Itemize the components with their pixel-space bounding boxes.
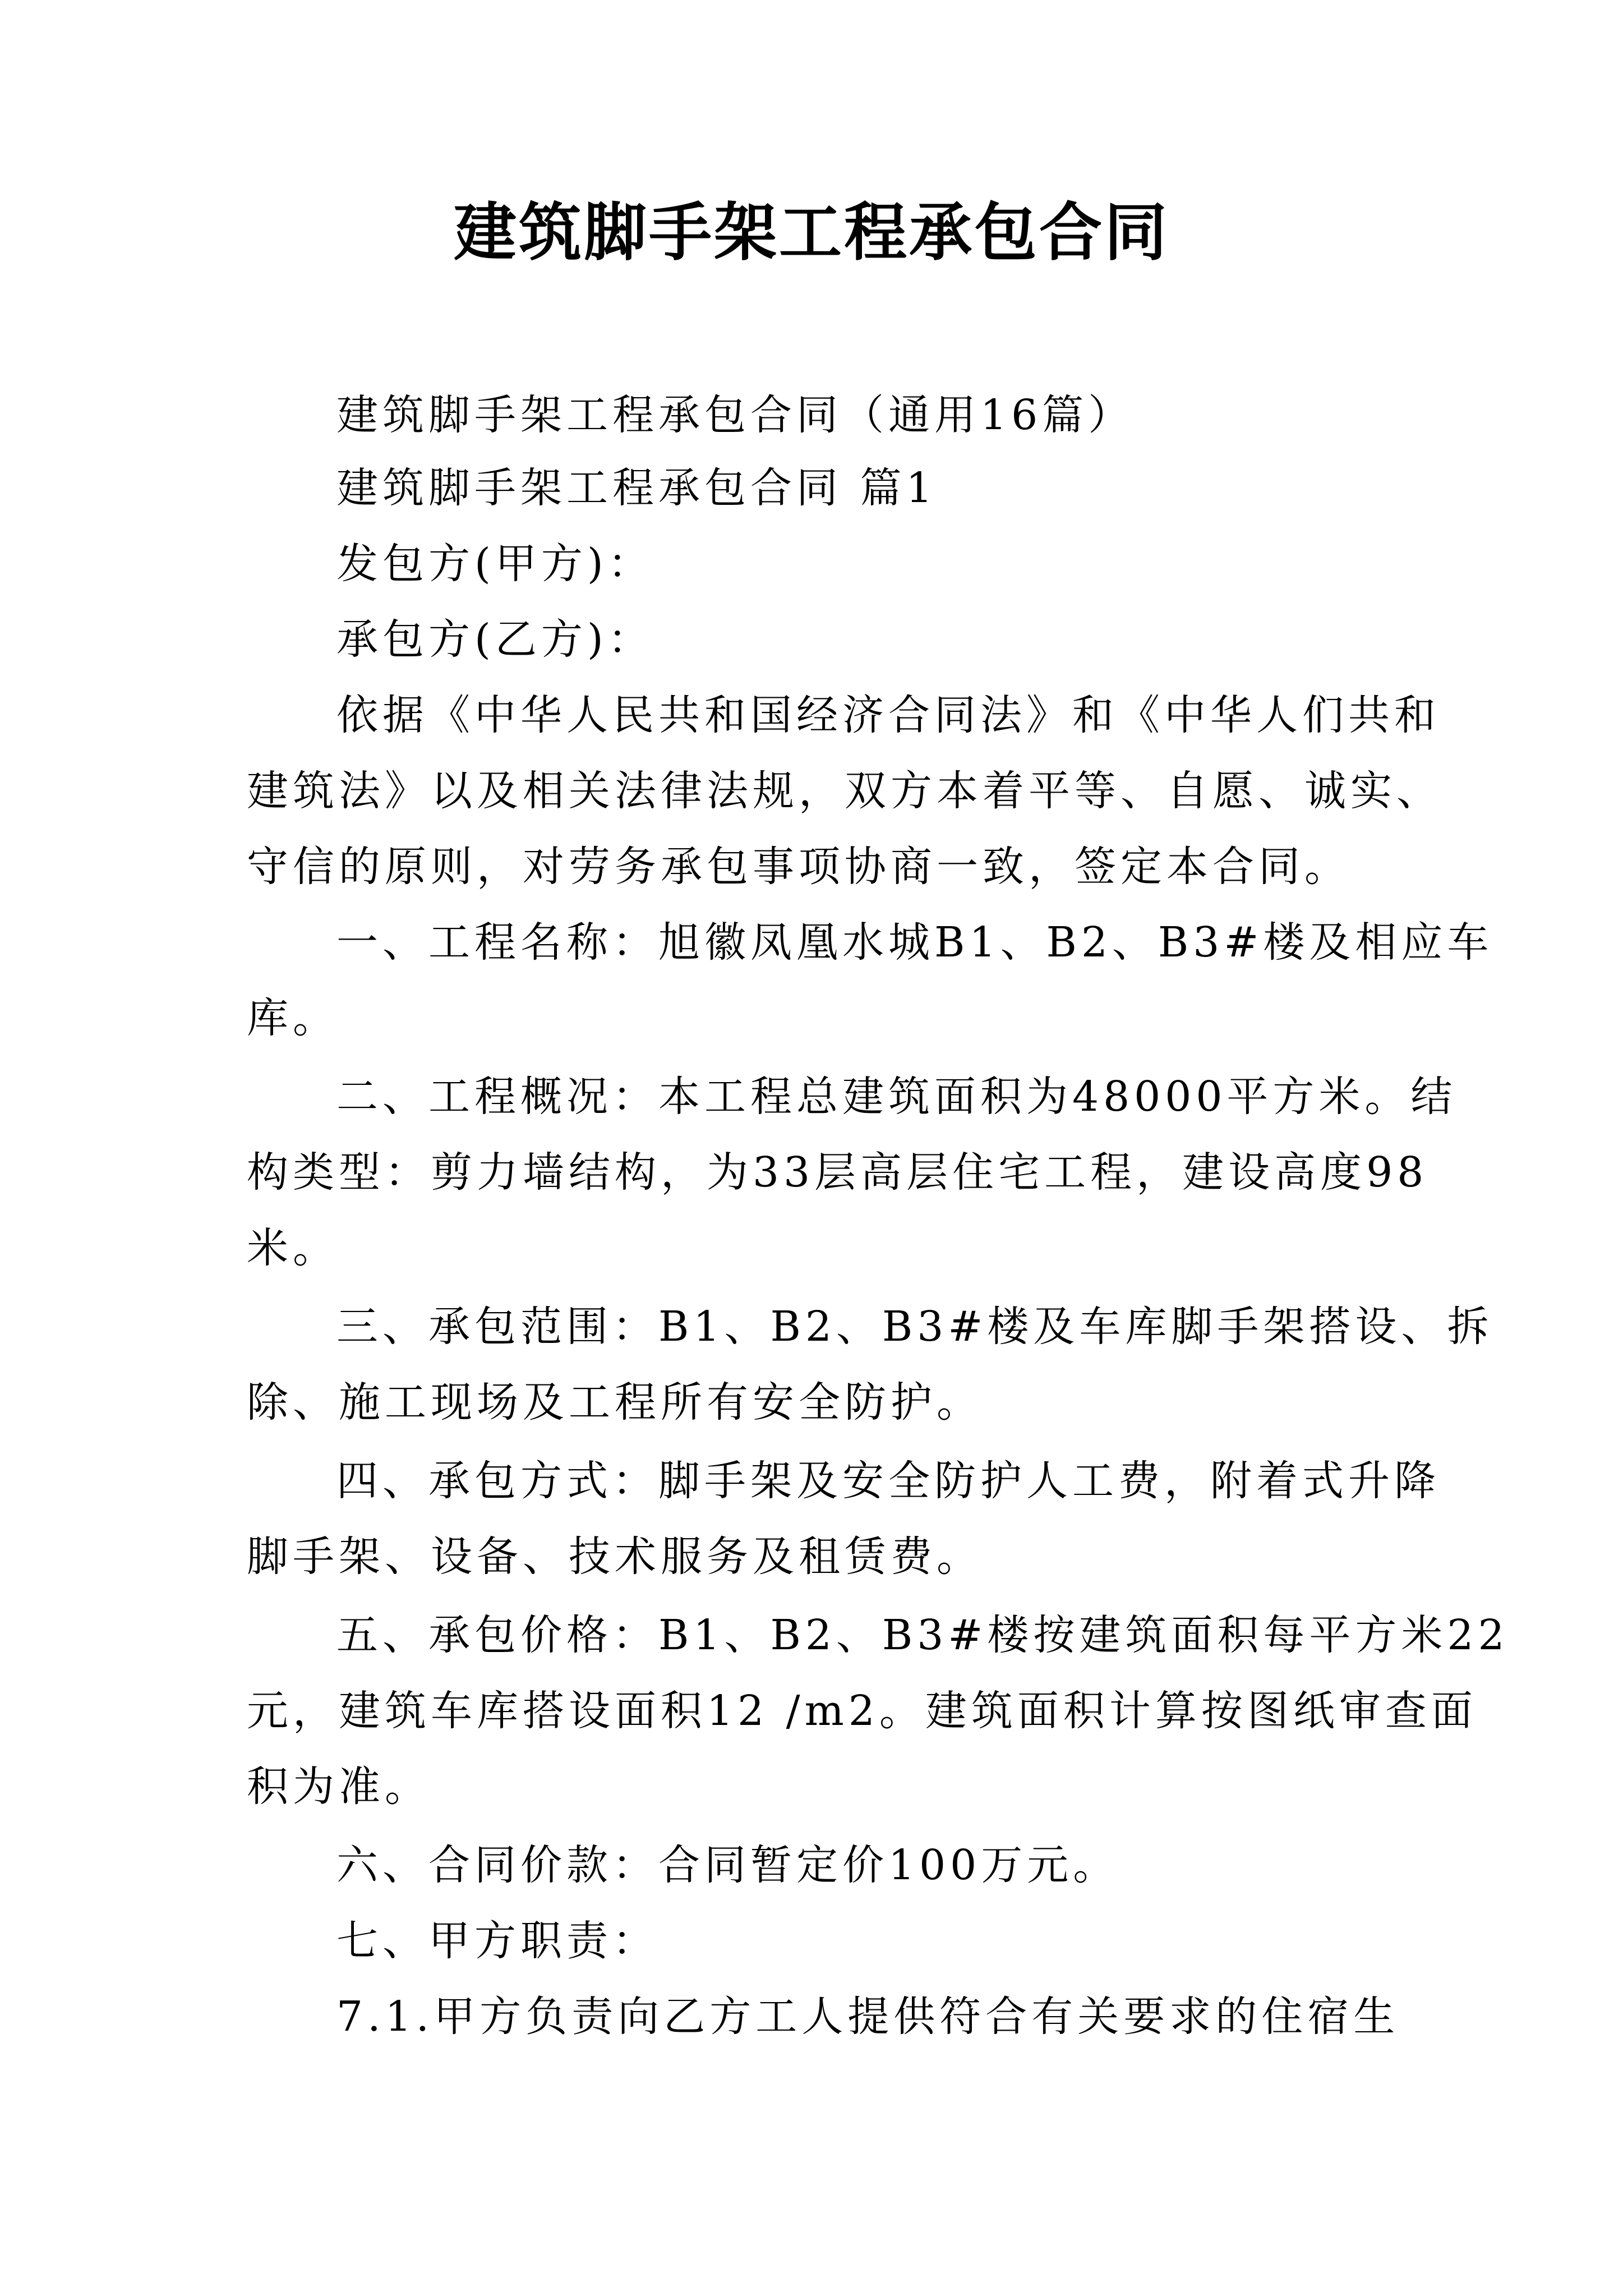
clause-2-line: 米。	[247, 1224, 339, 1272]
clause-5-line: 五、承包价格：B1、B2、B3#楼按建筑面积每平方米22	[336, 1611, 1509, 1659]
clause-7-heading: 七、甲方职责：	[336, 1917, 658, 1965]
clause-3-line: 除、施工现场及工程所有安全防护。	[247, 1378, 983, 1427]
clause-5-line: 积为准。	[247, 1763, 431, 1811]
clause-7-1-line: 7.1.甲方负责向乙方工人提供符合有关要求的住宿生	[336, 1993, 1400, 2041]
clause-3-line: 三、承包范围：B1、B2、B3#楼及车库脚手架搭设、拆	[336, 1303, 1493, 1351]
clause-1-line: 库。	[247, 994, 339, 1042]
clause-4-line: 四、承包方式：脚手架及安全防护人工费，附着式升降	[336, 1457, 1440, 1505]
body-line: 建筑法》以及相关法律法规，双方本着平等、自愿、诚实、	[247, 767, 1442, 815]
clause-5-line: 元，建筑车库搭设面积12 /m2。建筑面积计算按图纸审查面	[247, 1687, 1477, 1735]
clause-2-line: 二、工程概况：本工程总建筑面积为48000平方米。结	[336, 1073, 1457, 1121]
body-line: 守信的原则，对劳务承包事项协商一致，签定本合同。	[247, 843, 1350, 891]
clause-6-line: 六、合同价款：合同暂定价100万元。	[336, 1841, 1119, 1889]
body-line: 依据《中华人民共和国经济合同法》和《中华人们共和	[336, 691, 1440, 739]
party-b-line: 承包方(乙方)：	[336, 615, 654, 664]
clause-4-line: 脚手架、设备、技术服务及租赁费。	[247, 1533, 983, 1581]
clause-1-line: 一、工程名称：旭徽凤凰水城B1、B2、B3#楼及相应车	[336, 918, 1493, 967]
section-heading: 建筑脚手架工程承包合同 篇1	[336, 464, 937, 512]
clause-2-line: 构类型：剪力墙结构，为33层高层住宅工程，建设高度98	[247, 1148, 1428, 1197]
party-a-line: 发包方(甲方)：	[336, 540, 654, 588]
subtitle-line: 建筑脚手架工程承包合同（通用16篇）	[336, 391, 1135, 439]
document-title: 建筑脚手架工程承包合同	[454, 196, 1169, 269]
